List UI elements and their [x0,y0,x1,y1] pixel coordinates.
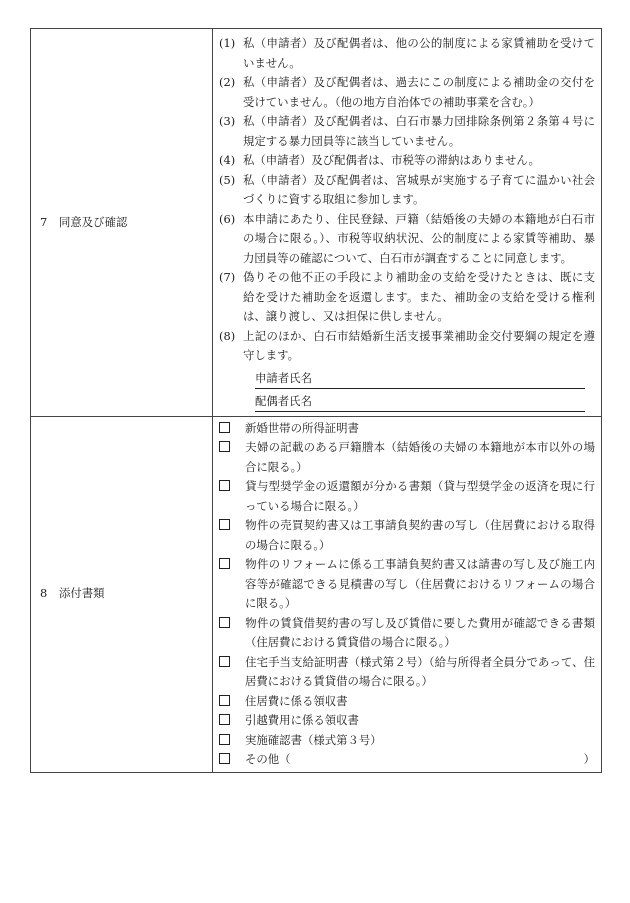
checkbox[interactable] [219,516,245,536]
other-label: その他（ [245,752,291,766]
checkbox-square-icon [219,558,230,569]
attachment-item [219,692,595,712]
consent-item-text: 私（申請者）及び配偶者は、白石市暴力団排除条例第２条第４号に規定する暴力団員等に該当していません。 [243,114,595,148]
consent-item [219,268,595,327]
checkbox-square-icon [219,734,230,745]
consent-list [219,34,595,366]
attachment-item-text: 住居費に係る領収書 [245,693,348,708]
consent-item-number: (4) [219,153,236,167]
consent-item [219,112,595,151]
attachment-item [219,516,595,555]
consent-item-text: 私（申請者）及び配偶者は、他の公的制度による家賃補助を受けていません。 [243,36,595,70]
attachment-item [219,438,595,477]
consent-item-number: (8) [219,328,236,343]
consent-label-cell [31,29,213,417]
checkbox[interactable] [219,614,245,634]
attachment-item-text: 物件のリフォームに係る工事請負契約書又は請書の写し及び施工内容等が確認できる見積書の写し（住居費におけるリフォームの場合に限る。） [245,557,595,610]
checkbox[interactable] [219,555,245,575]
checkbox-square-icon [219,753,230,764]
attachments-list [219,419,595,751]
consent-row [31,29,602,417]
consent-item-text: 上記のほか、白石市結婚新生活支援事業補助金交付要綱の規定を遵守します。 [243,328,595,362]
attachment-item [219,477,595,516]
applicant-signature-line[interactable] [255,369,585,389]
checkbox[interactable] [219,750,245,770]
attachment-item-text: 貸与型奨学金の返還額が分かる書類（貸与型奨学金の返済を現に行っている場合に限る。） [245,479,595,513]
checkbox-square-icon [219,441,230,452]
checkbox-square-icon [219,695,230,706]
consent-item-number: (5) [219,172,236,187]
spouse-name-label: 配偶者氏名 [255,393,312,408]
checkbox-square-icon [219,480,230,491]
attachment-item [219,614,595,653]
checkbox-square-icon [219,617,230,628]
attachment-item-other [219,750,595,770]
other-close: ） [583,752,595,766]
consent-item [219,210,595,269]
consent-item-text: 偽りその他不正の手段により補助金の支給を受けたときは、既に支給を受けた補助金を返還します。また、補助金の支給を受ける権利は、譲り渡し、又は担保に供しません。 [243,270,595,323]
applicant-name-label: 申請者氏名 [255,370,312,385]
consent-item [219,151,595,171]
checkbox[interactable] [219,692,245,712]
attachments-label: 添付書類 [59,586,105,601]
attachments-row [31,416,602,772]
consent-item-number: (3) [219,114,236,128]
attachment-item [219,555,595,614]
attachment-item-text: 物件の賃貸借契約書の写し及び賃借に要した費用が確認できる書類（住居費における賃貸借の場合に限る。） [245,615,595,649]
consent-item [219,73,595,112]
consent-item [219,327,595,366]
checkbox-square-icon [219,656,230,667]
consent-item-text: 本申請にあたり、住民登録、戸籍（結婚後の夫婦の本籍地が白石市の場合に限る。）、市税等収納状況、公的制度による家賃等補助、暴力団員等の確認について、白石市が調査することに同意します。 [243,211,595,265]
checkbox-square-icon [219,714,230,725]
spouse-signature-line[interactable] [255,392,585,412]
consent-item [219,34,595,73]
other-fill[interactable] [245,750,595,770]
checkbox[interactable] [219,731,245,751]
checkbox[interactable] [219,653,245,673]
attachment-item-text: 引越費用に係る領収書 [245,713,359,727]
checkbox[interactable] [219,419,245,439]
checkbox[interactable] [219,438,245,458]
attachments-label-cell [31,416,213,772]
attachment-item [219,419,595,439]
attachment-item-text: 住宅手当支給証明書（様式第２号）（給与所得者全員分であって、住居費における賃貸借の場合に限る。） [245,654,595,688]
checkbox[interactable] [219,711,245,731]
consent-item-number: (7) [219,270,236,284]
attachment-item-text: 実施確認書（様式第３号） [245,732,382,747]
attachment-item [219,731,595,751]
form-table [30,28,602,773]
attachment-item-text: 夫婦の記載のある戸籍謄本（結婚後の夫婦の本籍地が本市以外の場合に限る。） [245,440,595,474]
checkbox[interactable] [219,477,245,497]
checkbox-square-icon [219,519,230,530]
attachment-item-text: 新婚世帯の所得証明書 [245,420,359,435]
attachment-item-text: 物件の売買契約書又は工事請負契約書の写し（住居費における取得の場合に限る。） [245,518,595,552]
attachments-content-cell [213,416,602,772]
consent-item-number: (6) [219,211,236,226]
attachment-item [219,711,595,731]
consent-item-text: 私（申請者）及び配偶者は、宮城県が実施する子育てに温かい社会づくりに資する取組に参加します。 [243,172,595,206]
consent-content-cell [213,29,602,417]
attachment-item [219,653,595,692]
consent-number: 7 [40,214,48,229]
checkbox-square-icon [219,422,230,433]
consent-item-text: 私（申請者）及び配偶者は、市税等の滞納はありません。 [243,153,540,167]
consent-item [219,171,595,210]
consent-item-number: (1) [219,36,236,50]
consent-item-text: 私（申請者）及び配偶者は、過去にこの制度による補助金の交付を受けていません。（他の地方自治体での補助事業を含む。） [243,75,595,109]
attachments-number: 8 [40,586,48,601]
consent-item-number: (2) [219,75,236,89]
consent-label: 同意及び確認 [59,214,128,229]
